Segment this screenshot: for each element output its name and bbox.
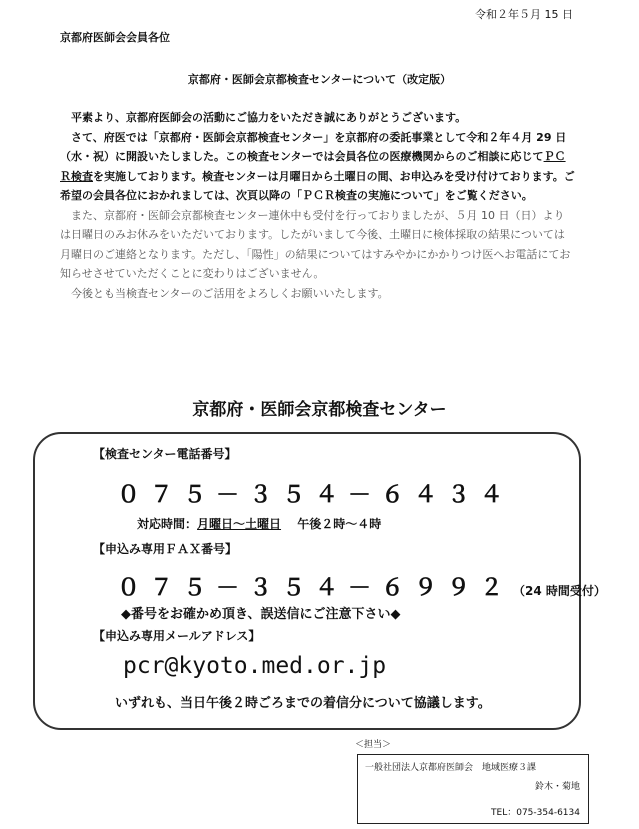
hours-days: 月曜日～土曜日 [197,517,282,531]
contact-heading: ＜担当＞ [355,740,392,750]
paragraph-center-intro-a: さて、府医では「京都府・医師会京都検査センター」を京都府の委託事業として令和２年４月 29 日（水・祝）に開設いたしました。この検査センターでは会員各位の医療機関からのご相談に応じて [60,130,567,163]
document-title: 京都府・医師会京都検査センターについて（改定版） [187,73,452,86]
mail-address: pcr@kyoto.med.or.jp [123,653,387,679]
paragraph-center-intro-b: を実施しております。検査センターは月曜日から土曜日の間、お申込みを受け付けております。ご希望の会員各位におかれましては、次頁以降の「ＰＣＲ検査の実施について」をご覧ください。 [60,169,575,202]
body-text [60,108,575,303]
fax-note: （24 時間受付） [513,584,606,598]
hours-time: 午後２時～４時 [297,517,382,531]
reception-note: いずれも、当日午後２時ごろまでの着信分について協議します。 [115,696,491,711]
paragraph-closing: 今後とも当検査センターのご活用をよろしくお願いいたします。 [71,286,389,300]
phone-number: ０７５－３５４－６４３４ [117,482,513,508]
paragraph-greeting: 平素より、京都府医師会の活動にご協力をいただき誠にありがとうございます。 [71,111,467,124]
document-date: 令和２年５月 15 日 [475,8,573,21]
contact-info-box [33,432,606,730]
fax-label: 【申込み専用ＦＡＸ番号】 [93,542,238,556]
contact-card [357,754,589,824]
phone-label: 【検査センター電話番号】 [93,447,237,461]
misdial-warning: ◆番号をお確かめ頂き、誤送信にご注意下さい◆ [121,607,401,622]
pcr-test-emphasis: ＰＣＲ検査 [60,150,566,183]
contact-tel: TEL：075-354-6134 [491,808,580,818]
mail-label: 【申込み専用メールアドレス】 [93,629,261,643]
hours-line [137,515,381,532]
addressee: 京都府医師会会員各位 [60,31,170,44]
fax-number: ０７５－３５４－６９９２ [117,575,513,601]
hours-label: 対応時間： [137,517,198,531]
contact-persons: 鈴木・菊地 [534,782,580,792]
fax-line [117,569,606,602]
paragraph-center-intro [60,128,575,206]
paragraph-holiday-notice: また、京都府・医師会京都検査センター連休中も受付を行っておりましたが、５月 10 日（日）よりは日曜日のみお休みをいただいております。したがいまして今後、土曜日に検体採取の結果については月曜日のご連絡となります。ただし、「陽性」の結果についてはすみやかにかかりつけ医へお電話にてお知らせさせていただくことに変わりはございません。 [60,208,571,280]
contact-org: 一般社団法人京都府医師会 地域医療３課 [365,763,537,773]
center-name-heading: 京都府・医師会京都検査センター [192,400,447,420]
